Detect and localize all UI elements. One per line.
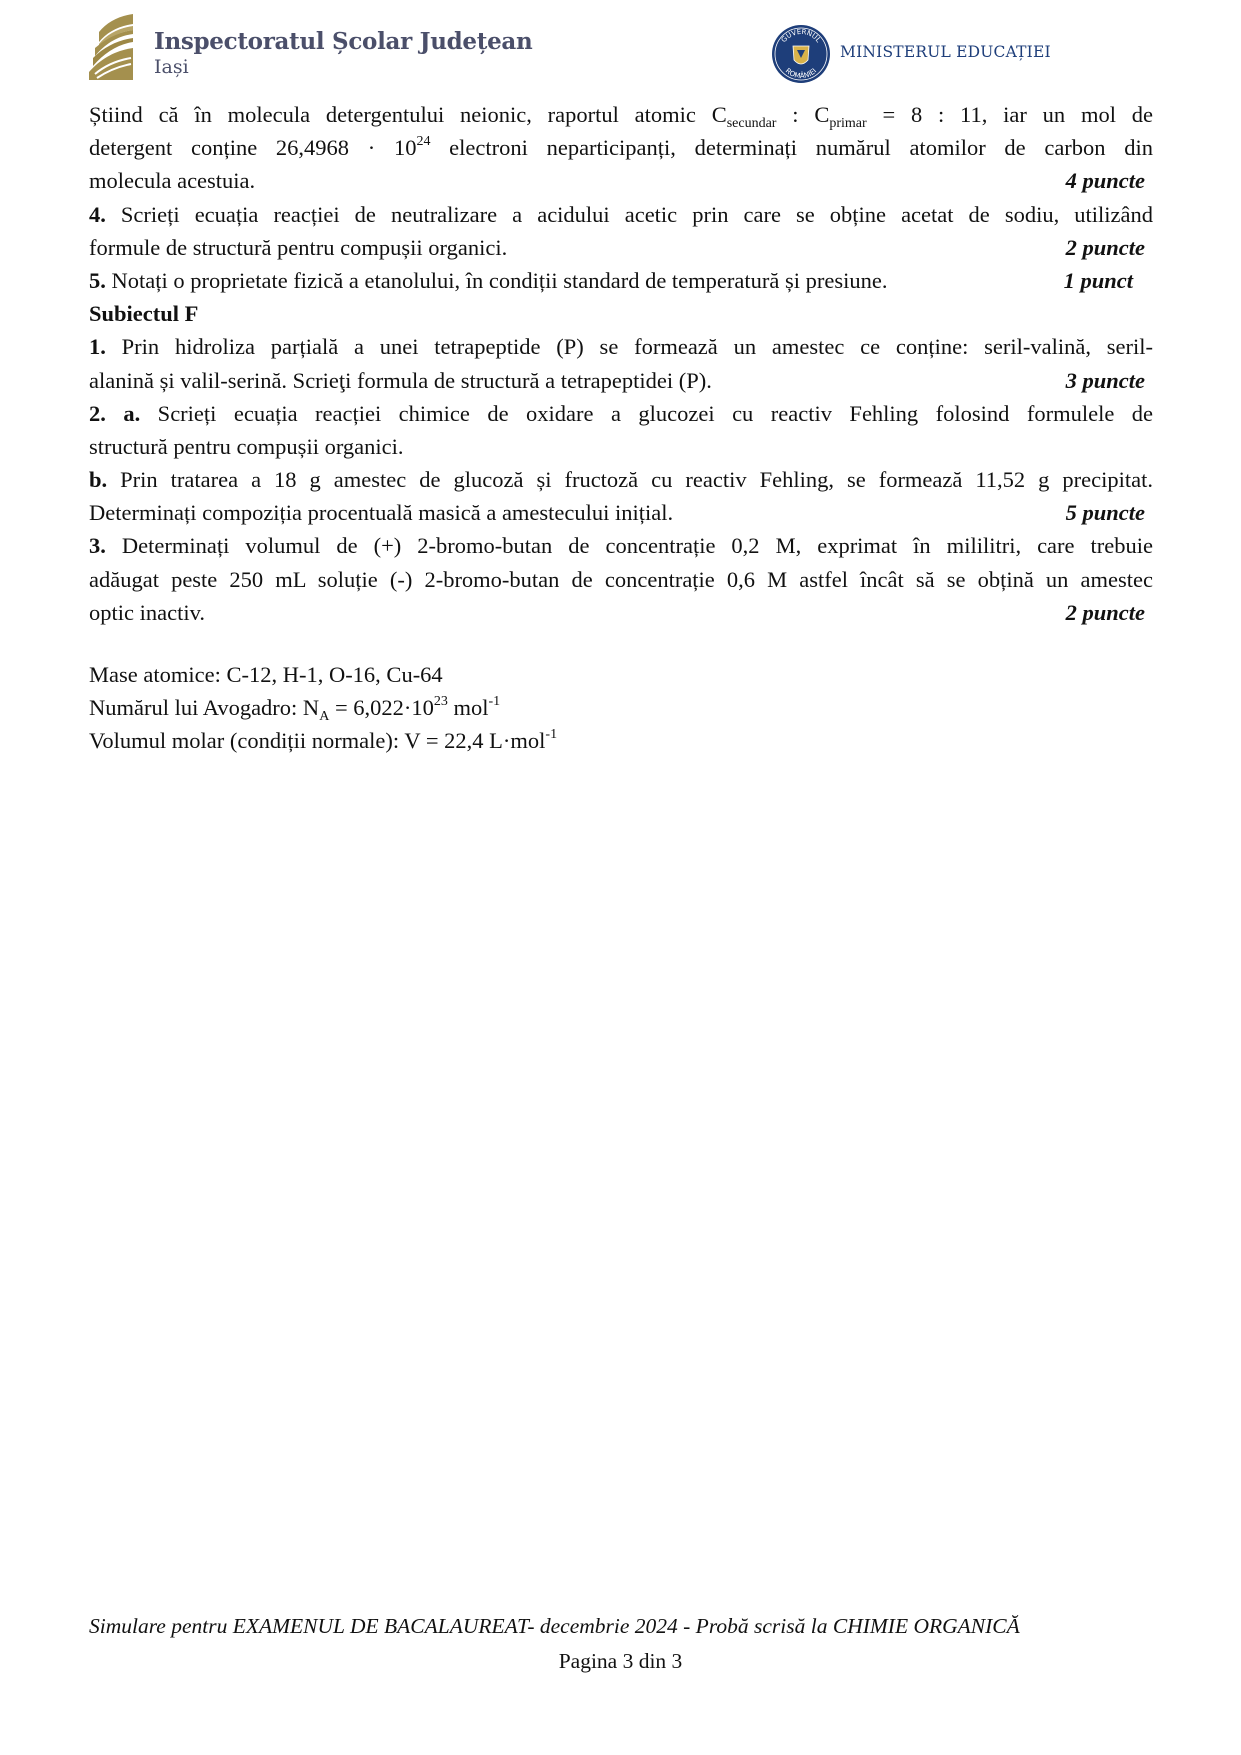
points-label: 2 puncte	[1065, 599, 1145, 625]
points-label: 2 puncte	[1065, 234, 1145, 260]
paragraph-line: detergent conține $26,4968 \cdot 10^{24}$ electroni neparticipanți, determinați numărul atomilor de carbon din	[89, 134, 1153, 161]
svg-text:GUVERNUL: GUVERNUL	[779, 27, 823, 45]
paragraph-line: alanină și valil-serină. Scrieţi formula de structură a tetrapeptidei (P). 3 puncte	[89, 364, 1153, 397]
page-number: Pagina 3 din 3	[558, 1649, 683, 1673]
footer-title: Simulare pentru EXAMENUL DE BACALAUREAT- decembrie 2024 - Probă scrisă la CHIMIE ORGANICĂ	[89, 1614, 1020, 1638]
isj-name: Inspectoratul Școlar Județean	[154, 28, 533, 55]
question-f2b: b. Prin tratarea a 18 g amestec de glucoză și fructoză cu reactiv Fehling, se formează 11,52 g precipitat.	[89, 467, 1153, 493]
question-f3: 3. Determinați volumul de (+) 2-bromo-butan de concentrație 0,2 M, exprimat în mililitri, care trebuie	[89, 533, 1153, 559]
points-label: 3 puncte	[1065, 367, 1145, 393]
paragraph-line: Determinați compoziția procentuală masică a amestecului inițial. 5 puncte	[89, 496, 1153, 529]
exam-content	[89, 98, 1153, 757]
points-label: 5 puncte	[1065, 500, 1145, 526]
question-f1: 1. Prin hidroliza parțială a unei tetrapeptide (P) se formează un amestec ce conține: seril-valină, seril-	[89, 334, 1153, 360]
paragraph-line: Știind că în molecula detergentului neionic, raportul atomic $C_{secundar}$ : $C_{primar} = 8$ : 11, iar un mol de	[89, 102, 1153, 131]
isj-city: Iași	[154, 56, 189, 78]
paragraph-line: optic inactiv. 2 puncte	[89, 596, 1153, 629]
points-label: 4 puncte	[1065, 168, 1145, 194]
question-4: 4. Scrieți ecuația reacției de neutralizare a acidului acetic prin care se obține acetat de sodiu, utilizând	[89, 201, 1153, 227]
points-label: 1 punct	[1063, 267, 1133, 293]
paragraph-line: structură pentru compușii organici.	[89, 433, 404, 459]
question-5: 5. Notați o proprietate fizică a etanolului, în condiții standard de temperatură și presiune. 1 punct	[89, 264, 1153, 297]
avogadro-number: Numărul lui Avogadro: $N_A = 6,022\cdot 10^{23}$ mol$^{-1}$	[89, 694, 501, 724]
question-f2a: 2. a. Scrieți ecuația reacției chimice de oxidare a glucozei cu reactiv Fehling folosind formulele de	[89, 400, 1154, 426]
isj-logo	[89, 14, 135, 80]
paragraph-line: adăugat peste 250 mL soluție (-) 2-bromo-butan de concentrație 0,6 M astfel încât să se obțină un amestec	[89, 566, 1153, 592]
subject-heading: Subiectul F	[89, 301, 199, 327]
svg-text:ROMÂNIEI: ROMÂNIEI	[783, 66, 819, 81]
page-header	[0, 0, 1241, 95]
government-seal	[771, 24, 831, 84]
ministry-name: MINISTERUL EDUCAȚIEI	[840, 43, 1051, 61]
paragraph-line: molecula acestuia. 4 puncte	[89, 164, 1153, 197]
atomic-masses: Mase atomice: C-12, H-1, O-16, Cu-64	[89, 662, 443, 687]
paragraph-line: formule de structură pentru compușii organici. 2 puncte	[89, 231, 1153, 264]
molar-volume: Volumul molar (condiții normale): V = 22,4 L·mol$^{-1}$	[89, 727, 558, 753]
